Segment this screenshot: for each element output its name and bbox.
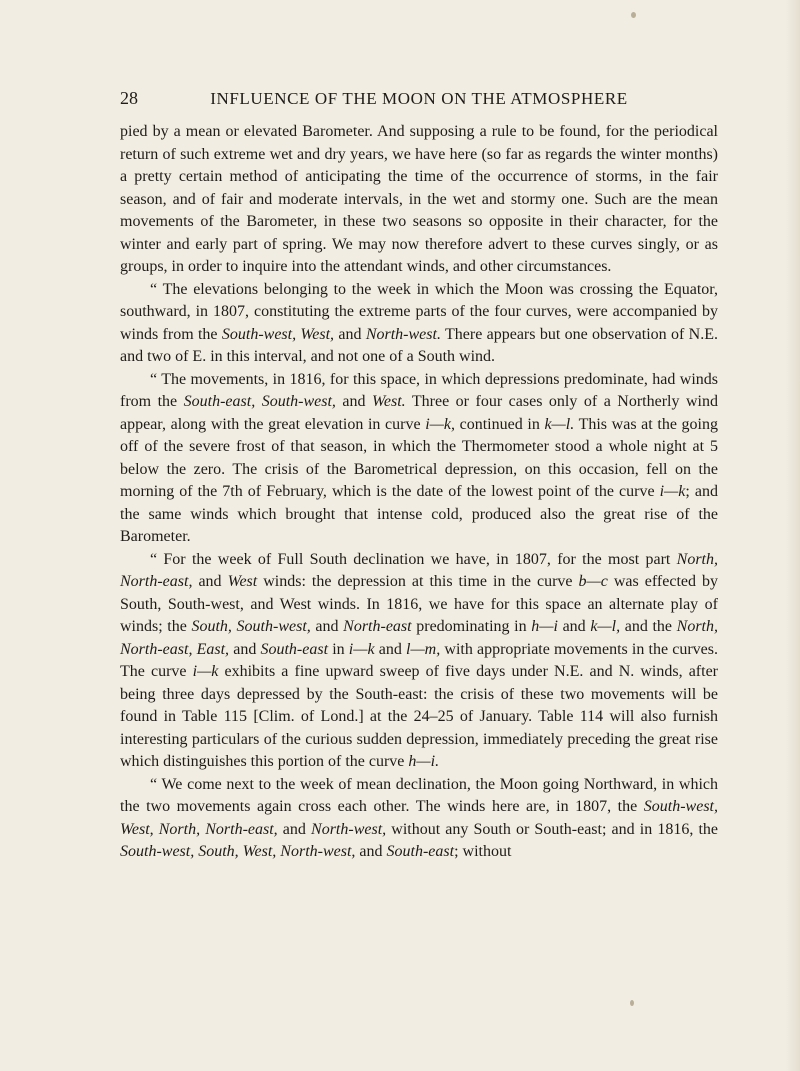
paragraph xyxy=(120,121,718,279)
page-number: 28 xyxy=(120,88,138,108)
italic-text: South-west, South, West, North-west, xyxy=(120,843,356,860)
text-run: exhibits a fine upward sweep of five days under N.E. and N. winds, after being three days depressed by the South-east: the crisis of these two movements will be found in Table 115 [Clim. of Lond.] at the 24–25 of January. Table 114 will also furnish interesting particulars of the curious sudden depression, immediately preceding the great rise which distinguishes this portion of the curve xyxy=(120,663,718,770)
italic-text: North-west. xyxy=(365,325,441,343)
italic-text: k—l. xyxy=(544,415,575,433)
text-run: winds: the depression at this time in the curve xyxy=(257,573,579,590)
italic-text: North, North-east, xyxy=(120,550,718,590)
italic-text: i—k, xyxy=(425,415,455,433)
text-run: was effected by South, South-west, and West winds. In 1816, we have for this space an alternate play of winds; the xyxy=(120,573,718,635)
italic-text: North-west, xyxy=(311,820,387,838)
text-run: with appropriate movements in the curves. The curve xyxy=(120,640,718,680)
italic-text: North-east xyxy=(343,618,412,635)
text-run: and xyxy=(334,325,366,343)
italic-text: North, North-east, East, xyxy=(120,618,718,658)
body-text xyxy=(120,121,718,864)
paragraph xyxy=(120,279,718,369)
text-run: This was at the going off of the severe frost of that season, in which the Thermometer stood a whole night at 5 below the zero. The crisis of the Barometrical depression, on this occasion, fell on the morning of the 7th of February, which is the date of the lowest point of the curve xyxy=(120,415,718,500)
italic-text: West xyxy=(227,573,258,590)
italic-text: South-east, South-west, xyxy=(183,393,336,410)
text-run: There appears but one observation of N.E. and two of E. in this interval, and not one of a South wind. xyxy=(120,325,718,365)
text-run: and xyxy=(192,573,228,590)
text-run: and xyxy=(374,640,406,658)
italic-text: South-east xyxy=(386,843,455,860)
text-run: and xyxy=(355,843,387,860)
text-run: “ The elevations belonging to the week in which the Moon was crossing the Equator, southward, in 1807, constituting the extreme parts of the four curves, were accompanied by winds from the xyxy=(120,280,718,343)
text-run: and xyxy=(310,618,344,635)
paper-spot xyxy=(630,1000,634,1006)
italic-text: i—k xyxy=(659,483,686,500)
text-run: Three or four cases only of a Northerly wind appear, along with the great elevation in curve xyxy=(120,393,718,433)
text-run: and xyxy=(557,618,591,635)
italic-text: i—k xyxy=(348,640,375,658)
text-run: without any South or South-east; and in 1816, the xyxy=(386,820,719,838)
text-run: and xyxy=(335,393,373,410)
italic-text: i—k xyxy=(192,663,219,680)
text-run: continued in xyxy=(455,415,545,433)
italic-text: b—c xyxy=(578,573,608,590)
italic-text: West. xyxy=(372,393,406,410)
text-run: ; without xyxy=(454,843,512,860)
italic-text: South, South-west, xyxy=(191,618,311,635)
text-run: predominating in xyxy=(411,618,532,635)
text-run: ; and the same winds which brought that intense cold, produced also the great rise of the Barometer. xyxy=(120,483,719,545)
text-run: “ The movements, in 1816, for this space, in which depressions predominate, had winds from the xyxy=(120,370,718,410)
paragraph xyxy=(120,369,718,549)
text-run: “ We come next to the week of mean declination, the Moon going Northward, in which the two movements again cross each other. The winds here are, in 1807, the xyxy=(120,775,718,815)
italic-text: South-east xyxy=(260,640,329,658)
running-head: INFLUENCE OF THE MOON ON THE ATMOSPHERE xyxy=(210,89,628,108)
page-edge xyxy=(786,0,800,1071)
text-run: and xyxy=(277,820,312,838)
italic-text: l—m, xyxy=(406,640,441,658)
text-run: and xyxy=(229,640,261,658)
text-run: pied by a mean or elevated Barometer. And supposing a rule to be found, for the periodical return of such extreme wet and dry years, we have here (so far as regards the winter months) a pretty certain method of anticipating the time of the occurrence of storms, in the fair season, and of fair and moderate intervals, in the wet and stormy one. Such are the mean movements of the Barometer, in these two seasons so opposite in their character, for the winter and early part of spring. We may now therefore advert to these curves singly, or as groups, in order to inquire into the attendant winds, and other circumstances. xyxy=(120,123,718,275)
italic-text: k—l, xyxy=(590,618,621,635)
text-run: “ For the week of Full South declination we have, in 1807, for the most part xyxy=(150,550,677,568)
text-run: in xyxy=(328,640,349,658)
italic-text: South-west, West, xyxy=(221,325,335,343)
italic-text: h—i. xyxy=(408,753,440,770)
paragraph xyxy=(120,549,718,774)
italic-text: h—i xyxy=(531,618,558,635)
page-header xyxy=(120,88,718,116)
paper-spot xyxy=(631,12,636,18)
italic-text: South-west, West, North, North-east, xyxy=(120,798,718,838)
paragraph xyxy=(120,774,718,864)
text-run: and the xyxy=(620,618,677,635)
